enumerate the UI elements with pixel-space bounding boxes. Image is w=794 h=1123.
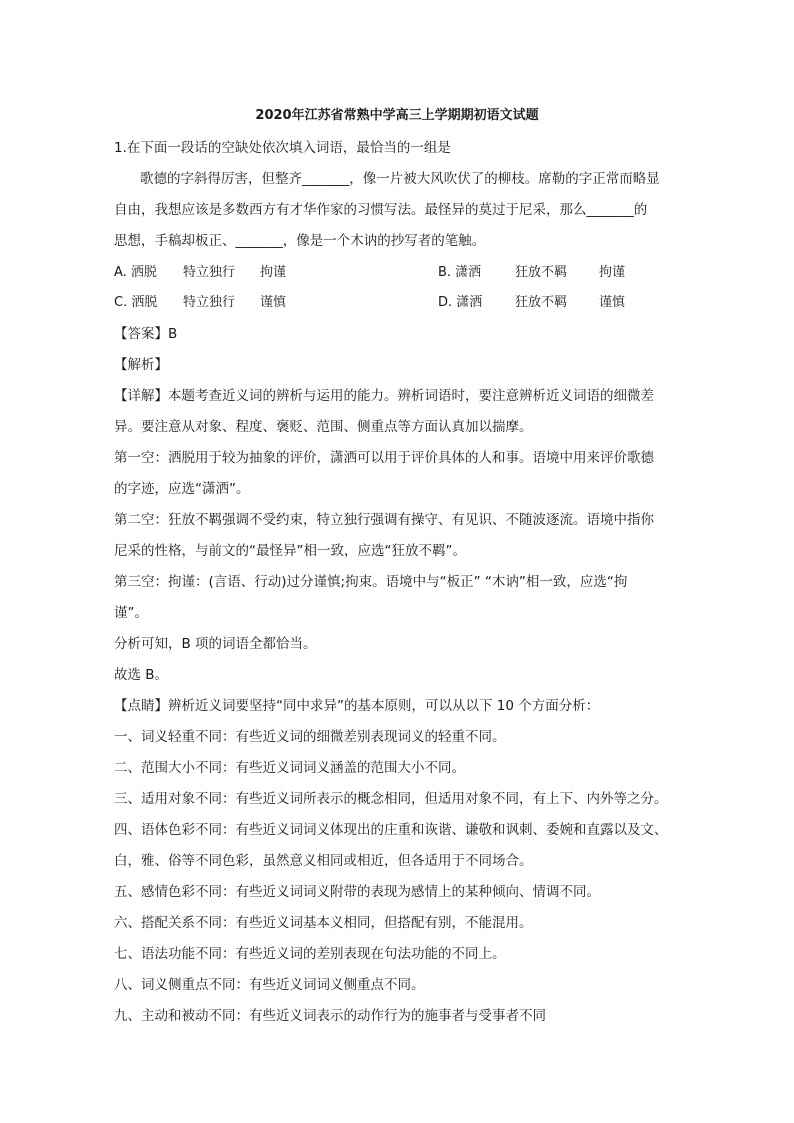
explanation-line: 四、语体色彩不同：有些近义词词义体现出的庄重和诙谐、谦敬和讽刺、委婉和直露以及文、 (114, 822, 668, 838)
explanation-line: 八、词义侧重点不同：有些近义词词义侧重点不同。 (114, 977, 425, 993)
explanation-line: 谨”。 (114, 605, 148, 621)
explanation-line: 九、主动和被动不同：有些近义词表示的动作行为的施事者与受事者不同 (114, 1008, 546, 1024)
passage-line-3: 思想，手稿却板正、_______，像是一个木讷的抄写者的笔触。 (114, 233, 486, 249)
explanation-line: 【详解】本题考查近义词的辨析与运用的能力。辨析词语时，要注意辨析近义词语的细微差 (114, 388, 654, 404)
analysis-heading: 【解析】 (114, 357, 168, 373)
explanation-line: 第二空：狂放不羁强调不受约束，特立独行强调有操守、有见识、不随波逐流。语境中指你 (114, 512, 654, 528)
explanation-line: 故选 B。 (114, 667, 169, 683)
passage-line-1: 歌德的字斜得厉害，但整齐_______，像一片被大风吹伏了的柳枝。席勒的字正常而略显 (140, 171, 660, 187)
explanation-line: 白，雅、俗等不同色彩，虽然意义相同或相近，但各适用于不同场合。 (114, 853, 533, 869)
explanation-line: 六、搭配关系不同：有些近义词基本义相同，但搭配有别，不能混用。 (114, 915, 533, 931)
option-c-word3: 谨慎 (260, 295, 287, 310)
option-d-word3: 谨慎 (599, 295, 626, 310)
explanation-line: 异。要注意从对象、程度、褒贬、范围、侧重点等方面认真加以揣摩。 (114, 419, 533, 435)
answer-line: 【答案】B (114, 326, 178, 342)
option-b-word3: 拘谨 (599, 265, 626, 280)
explanation-line: 分析可知，B 项的词语全都恰当。 (114, 636, 317, 652)
option-c-label: C. 洒脱 (114, 295, 158, 310)
page-title: 2020年江苏省常熟中学高三上学期期初语文试题 (255, 108, 539, 123)
option-a-word3: 拘谨 (260, 265, 287, 280)
option-b-label: B. 潇洒 (438, 265, 482, 280)
option-b-word2: 狂放不羁 (515, 265, 568, 280)
explanation-line: 尼采的性格，与前文的“最怪异”相一致，应选“狂放不羁”。 (114, 543, 466, 559)
question-stem: 1.在下面一段话的空缺处依次填入词语，最恰当的一组是 (114, 140, 451, 156)
option-d-label: D. 潇洒 (438, 295, 483, 310)
explanation-line: 二、范围大小不同：有些近义词词义涵盖的范围大小不同。 (114, 760, 465, 776)
explanation-line: 的字迹，应选“潇洒”。 (114, 481, 250, 497)
explanation-line: 七、语法功能不同：有些近义词的差别表现在句法功能的不同上。 (114, 946, 506, 962)
passage-line-2: 自由，我想应该是多数西方有才华作家的习惯写法。最怪异的莫过于尼采，那么_______的 (114, 202, 648, 218)
option-c-word2: 特立独行 (183, 295, 236, 310)
explanation-line: 五、感情色彩不同：有些近义词词义附带的表现为感情上的某种倾向、情调不同。 (114, 884, 600, 900)
explanation-line: 三、适用对象不同：有些近义词所表示的概念相同，但适用对象不同，有上下、内外等之分。 (114, 791, 668, 807)
explanation-line: 第三空：拘谨：(言语、行动)过分谨慎;拘束。语境中与“板正” “木讷”相一致，应选“拘 (114, 574, 628, 590)
explanation-line: 第一空：洒脱用于较为抽象的评价，潇洒可以用于评价具体的人和事。语境中用来评价歌德 (114, 450, 654, 466)
option-d-word2: 狂放不羁 (515, 295, 568, 310)
explanation-line: 一、词义轻重不同：有些近义词的细微差别表现词义的轻重不同。 (114, 729, 506, 745)
option-a-word2: 特立独行 (183, 265, 236, 280)
option-a-label: A. 洒脱 (114, 265, 157, 280)
explanation-line: 【点睛】辨析近义词要坚持“同中求异”的基本原则，可以从以下 10 个方面分析： (114, 698, 600, 714)
